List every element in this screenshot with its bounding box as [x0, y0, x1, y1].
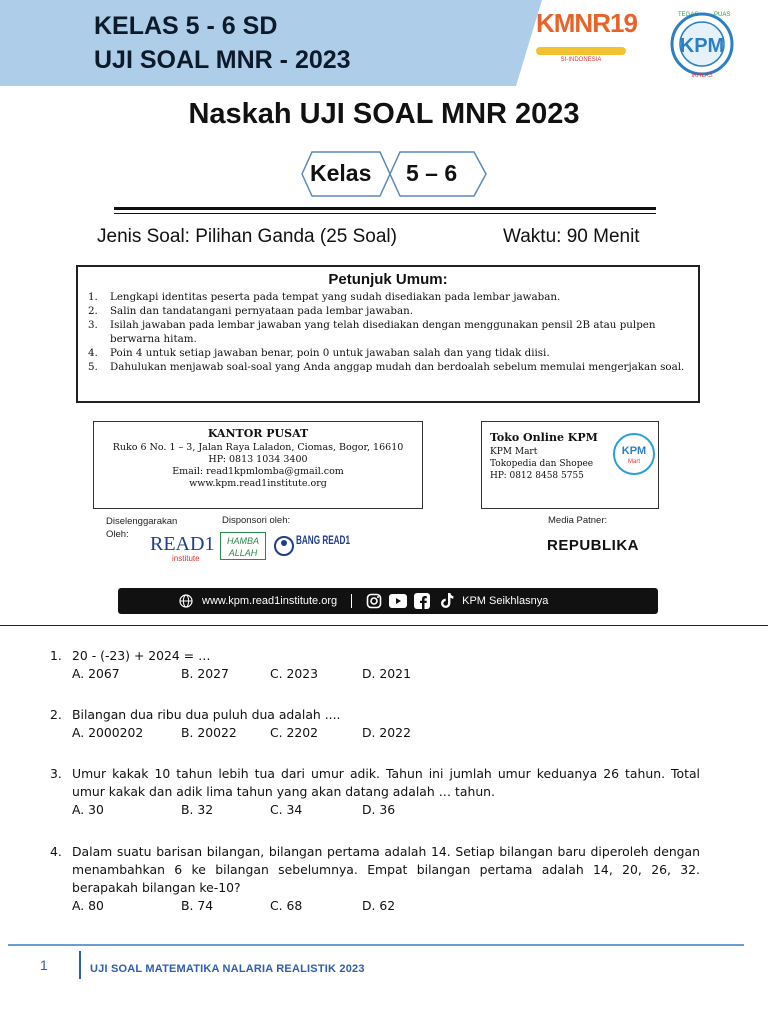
question-options: [72, 724, 700, 742]
waktu: Waktu: 90 Menit: [503, 226, 640, 247]
question-number: 3.: [50, 766, 62, 781]
list-item: [88, 346, 688, 360]
question-2: [50, 706, 700, 742]
read1-logo-text: READ1: [150, 533, 215, 555]
toko-line2: Tokopedia dan Shopee: [490, 459, 594, 469]
social-separator: [351, 594, 352, 608]
kantor-title: KANTOR PUSAT: [207, 427, 309, 440]
tiktok-icon[interactable]: [438, 593, 454, 609]
list-item-number: 4.: [88, 347, 98, 359]
question-options: [72, 897, 700, 915]
kantor-web: www.kpm.read1institute.org: [189, 478, 327, 489]
kpm-logo-bottom: IKHLAS: [691, 73, 713, 79]
globe-icon: [178, 593, 194, 609]
question-text: Bilangan dua ribu dua puluh dua adalah ....: [72, 707, 341, 722]
kpm-logo: [664, 8, 740, 78]
option-d: D. 36: [362, 802, 396, 817]
option-d: D. 2021: [362, 666, 411, 681]
kelas-value: 5 – 6: [406, 160, 458, 186]
petunjuk-list: [88, 290, 688, 374]
divider-thin: [114, 213, 656, 214]
facebook-icon[interactable]: [414, 593, 430, 609]
footer-separator: [79, 951, 81, 979]
kelas-label: Kelas: [310, 160, 372, 186]
kmnr-logo: [536, 8, 646, 74]
bang-read1-text: BANG READ1: [296, 533, 351, 547]
petunjuk-title: Petunjuk Umum:: [328, 271, 448, 288]
page-title: Naskah UJI SOAL MNR 2023: [188, 98, 580, 130]
read1-logo: [150, 530, 214, 564]
option-b: B. 74: [181, 898, 214, 913]
question-1: [50, 647, 700, 683]
republika-logo: REPUBLIKA: [547, 537, 640, 554]
petunjuk-box: [76, 265, 700, 403]
question-options: [72, 665, 700, 683]
list-item-text: Salin dan tandatangani pernyataan pada lembar jawaban.: [110, 305, 414, 317]
list-item: [88, 304, 688, 318]
option-a: A. 2067: [72, 666, 120, 681]
option-b: B. 32: [181, 802, 214, 817]
option-c: C. 34: [270, 802, 303, 817]
page-number: 1: [40, 957, 48, 973]
jenis-soal: Jenis Soal: Pilihan Ganda (25 Soal): [97, 226, 397, 247]
option-c: C. 2023: [270, 666, 319, 681]
option-d: D. 62: [362, 898, 396, 913]
kantor-email: Email: read1kpmlomba@gmail.com: [172, 466, 344, 477]
kpm-mart-logo-text: KPM: [621, 445, 647, 457]
kelas-badge: [290, 150, 490, 198]
organizer-label: Diselenggarakan Oleh:: [106, 516, 178, 540]
header-uji-soal: UJI SOAL MNR - 2023: [94, 46, 351, 74]
question-number: 2.: [50, 707, 62, 722]
sponsor-label: Disponsori oleh:: [222, 515, 291, 526]
list-item-text: Isilah jawaban pada lembar jawaban yang telah disediakan dengan menggunakan pensil 2B atau pulpen berwarna hitam.: [110, 319, 656, 345]
list-item-text: Dahulukan menjawab soal-soal yang Anda anggap mudah dan berdoalah sebelum memulai mengerjakan soal.: [110, 361, 685, 373]
option-a: A. 30: [72, 802, 104, 817]
question-number: 4.: [50, 844, 62, 859]
list-item-number: 5.: [88, 361, 98, 373]
kpm-logo-text: KPM: [679, 35, 725, 57]
social-bar: [118, 588, 658, 614]
website-link[interactable]: www.kpm.read1institute.org: [202, 595, 338, 607]
list-item-text: Lengkapi identitas peserta pada tempat yang sudah disediakan pada lembar jawaban.: [110, 291, 561, 303]
question-number: 1.: [50, 648, 62, 663]
section-divider: [0, 625, 768, 626]
list-item-number: 3.: [88, 319, 98, 331]
kpm-mart-logo-sub: Mart: [628, 459, 640, 465]
divider-thick: [114, 207, 656, 210]
media-partner-label: Media Patner:: [548, 515, 608, 526]
list-item-number: 1.: [88, 291, 98, 303]
social-handle[interactable]: KPM Seikhlasnya: [462, 595, 549, 607]
kmnr-logo-sub: SI-INDONESIA: [560, 57, 602, 63]
question-text: 20 - (-23) + 2024 = …: [72, 648, 211, 663]
option-b: B. 2027: [181, 666, 229, 681]
question-4: [50, 843, 700, 915]
instagram-icon[interactable]: [366, 593, 382, 609]
hamba-allah-logo: HAMBA ALLAH: [220, 532, 266, 560]
kpm-logo-top-left: TEGAS: [678, 12, 699, 18]
kantor-address: Ruko 6 No. 1 – 3, Jalan Raya Laladon, Ciomas, Bogor, 16610: [112, 442, 404, 453]
toko-line3: HP: 0812 8458 5755: [490, 471, 584, 481]
toko-title: Toko Online KPM: [490, 431, 598, 444]
toko-line1: KPM Mart: [490, 447, 538, 457]
question-text: Umur kakak 10 tahun lebih tua dari umur adik. Tahun ini jumlah umur keduanya 26 tahun. Total umur kakak dan adik lima tahun yang akan datang adalah … tahun.: [72, 766, 700, 799]
question-3: [50, 765, 700, 819]
footer-title: UJI SOAL MATEMATIKA NALARIA REALISTIK 2023: [90, 963, 365, 975]
read1-logo-sub: institute: [172, 554, 200, 563]
list-item: [88, 318, 688, 346]
kantor-phone: HP: 0813 1034 3400: [208, 454, 308, 465]
list-item: [88, 290, 688, 304]
list-item-number: 2.: [88, 305, 98, 317]
list-item: [88, 360, 688, 374]
option-c: C. 2202: [270, 725, 319, 740]
question-options: [72, 801, 700, 819]
question-text: Dalam suatu barisan bilangan, bilangan pertama adalah 14. Setiap bilangan baru diperoleh dengan menambahkan 6 ke bilangan sebelumnya. Empat bilangan pertama adalah 14, 20, 26, 32. berapakah bilangan ke-10?: [72, 844, 700, 895]
option-a: A. 80: [72, 898, 104, 913]
footer-rule: [8, 944, 744, 946]
kpm-mart-logo: [612, 432, 656, 476]
list-item-text: Poin 4 untuk setiap jawaban benar, poin 0 untuk jawaban salah dan yang tidak diisi.: [110, 347, 550, 359]
bang-read1-logo: [272, 528, 352, 566]
youtube-icon[interactable]: [390, 593, 406, 609]
kmnr-logo-bar: [536, 47, 626, 55]
header-kelas: KELAS 5 - 6 SD: [94, 12, 278, 40]
kmnr-logo-text: KMNR19: [536, 8, 637, 38]
option-c: C. 68: [270, 898, 303, 913]
kpm-logo-top-right: PUAS: [714, 12, 731, 18]
option-d: D. 2022: [362, 725, 411, 740]
option-b: B. 20022: [181, 725, 237, 740]
kantor-pusat-box: [93, 421, 423, 509]
option-a: A. 2000202: [72, 725, 144, 740]
